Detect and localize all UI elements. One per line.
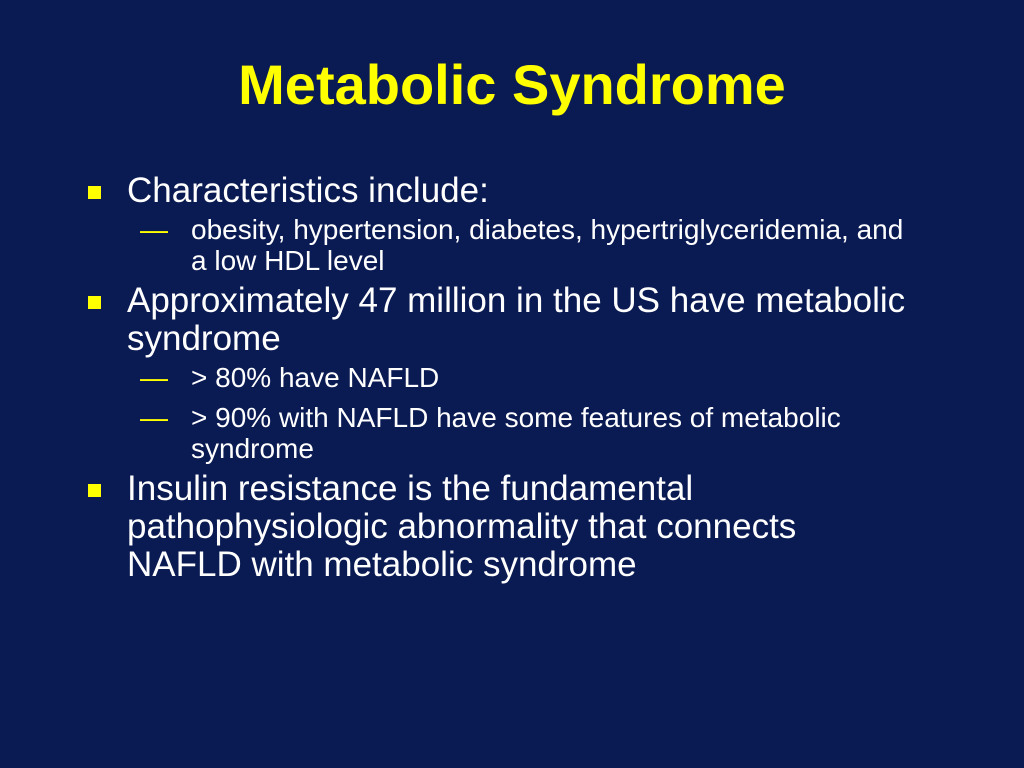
- square-bullet-icon: [88, 186, 101, 199]
- dash-marker-icon: —: [140, 402, 168, 433]
- sub-bullet-list: [88, 362, 908, 464]
- square-bullet-icon: [88, 296, 101, 309]
- bullet-text: Characteristics include:: [127, 171, 489, 210]
- bullet-list: [88, 172, 908, 584]
- bullet-text: Approximately 47 million in the US have metabolic syndrome: [127, 281, 906, 358]
- sub-bullet-text: > 80% have NAFLD: [191, 362, 440, 393]
- dash-marker-icon: —: [140, 362, 168, 393]
- sub-bullet-text: > 90% with NAFLD have some features of metabolic syndrome: [191, 402, 841, 464]
- square-bullet-icon: [88, 484, 101, 497]
- sub-bullet-list: [88, 214, 908, 276]
- sub-bullet-text: obesity, hypertension, diabetes, hypertriglyceridemia, and a low HDL level: [191, 214, 904, 276]
- bullet-text: Insulin resistance is the fundamental pathophysiologic abnormality that connects NAFLD with metabolic syndrome: [127, 469, 797, 584]
- sub-bullet-item: [88, 214, 908, 276]
- dash-marker-icon: —: [140, 214, 168, 245]
- slide-title: Metabolic Syndrome: [238, 53, 786, 116]
- sub-bullet-item: [88, 362, 908, 393]
- sub-bullet-item: [88, 402, 908, 464]
- bullet-item: [88, 470, 908, 584]
- bullet-item: [88, 172, 908, 210]
- bullet-item: [88, 282, 908, 358]
